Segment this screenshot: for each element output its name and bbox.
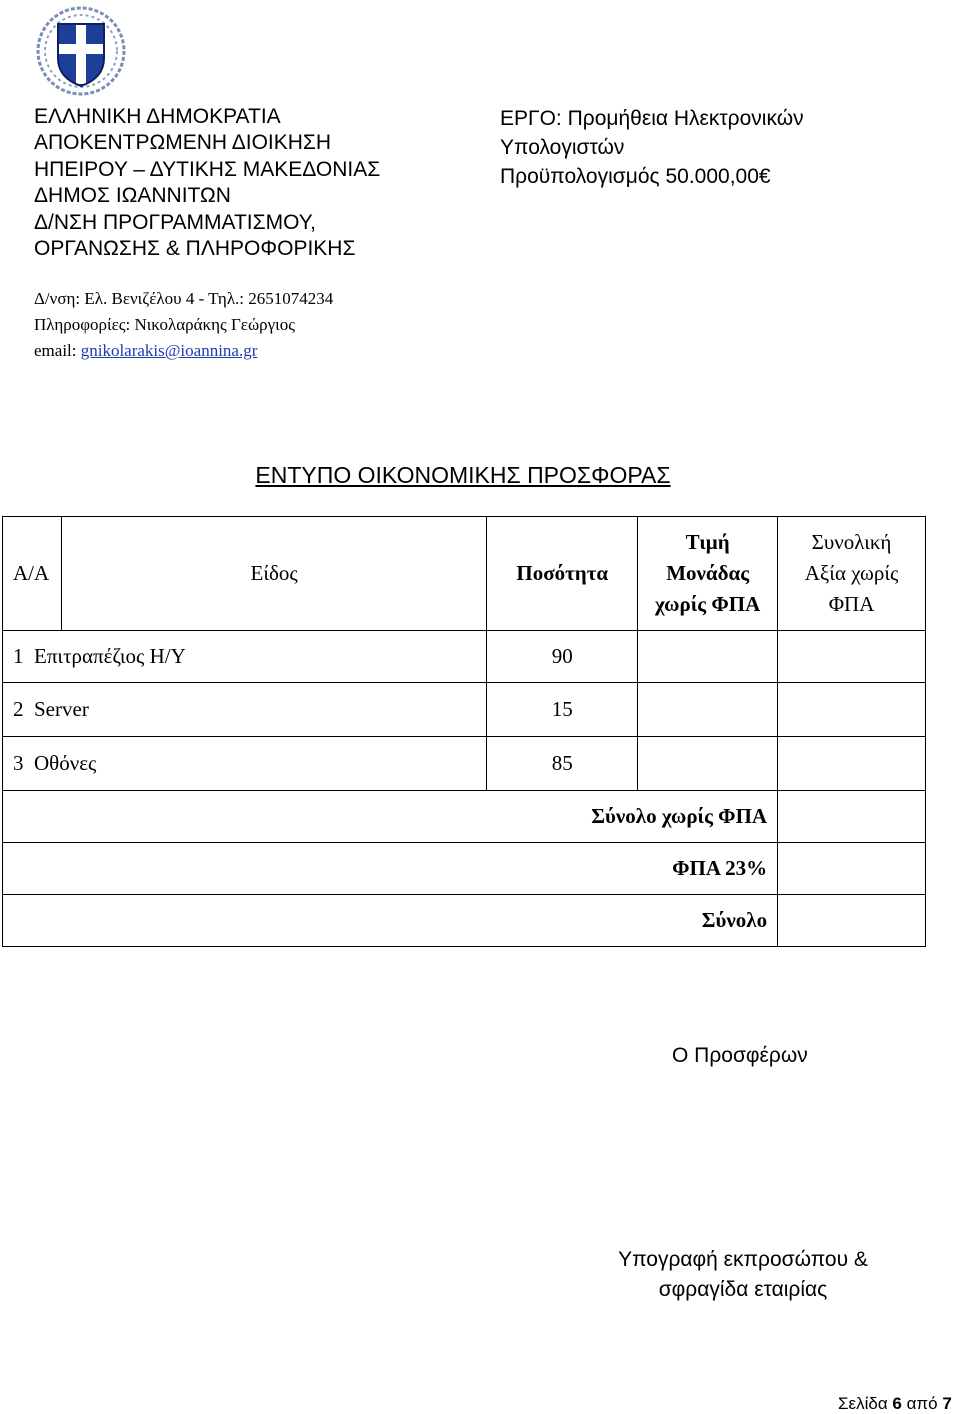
unit-price-line: χωρίς ΦΠΑ <box>655 592 761 616</box>
form-title: ΕΝΤΥΠΟ ΟΙΚΟΝΟΜΙΚΗΣ ΠΡΟΣΦΟΡΑΣ <box>255 462 671 488</box>
col-header-qty: Ποσότητα <box>487 517 638 631</box>
page-footer <box>838 1394 952 1414</box>
subtotal-label: Σύνολο χωρίς ΦΠΑ <box>3 791 778 843</box>
signature-line1: Υπογραφή εκπροσώπου & <box>618 1248 868 1271</box>
total-header-line: Αξία χωρίς <box>804 561 899 585</box>
unit-price-cell[interactable] <box>638 631 778 683</box>
table-header-row <box>3 517 926 631</box>
email-label: email: <box>34 341 81 360</box>
row-number: 3 <box>13 751 24 775</box>
subtotal-row <box>3 791 926 843</box>
contact-block <box>34 286 333 364</box>
offer-table <box>2 516 926 947</box>
address: Δ/νση: Ελ. Βενιζέλου 4 - Τηλ.: 2651074234 <box>34 289 334 308</box>
project-title-line1: ΕΡΓΟ: Προμήθεια Ηλεκτρονικών <box>500 107 804 130</box>
col-header-item: Είδος <box>61 517 486 631</box>
header-line: ΕΛΛΗΝΙΚΗ ΔΗΜΟΚΡΑΤΙΑ <box>34 105 281 128</box>
email-line <box>34 338 333 364</box>
unit-price-cell[interactable] <box>638 737 778 791</box>
item-name: Οθόνες <box>34 751 97 775</box>
project-header <box>500 104 804 191</box>
total-cell[interactable] <box>778 683 926 737</box>
col-header-total <box>778 517 926 631</box>
item-name: Επιτραπέζιος Η/Υ <box>34 644 186 668</box>
page-label: Σελίδα <box>838 1394 888 1413</box>
signature-line2: σφραγίδα εταιρίας <box>658 1278 828 1301</box>
greek-emblem-icon <box>36 6 126 96</box>
qty-cell: 90 <box>487 631 638 683</box>
total-cell[interactable] <box>778 631 926 683</box>
vat-row <box>3 843 926 895</box>
header-line: Δ/ΝΣΗ ΠΡΟΓΡΑΜΜΑΤΙΣΜΟΥ, <box>34 210 316 234</box>
table-row <box>3 683 926 737</box>
col-header-aa: Α/Α <box>3 517 62 631</box>
offeror-label: Ο Προσφέρων <box>672 1044 808 1067</box>
item-cell <box>3 631 487 683</box>
budget: Προϋπολογισμός 50.000,00€ <box>500 165 771 188</box>
total-value-cell[interactable] <box>778 895 926 947</box>
row-number: 1 <box>13 644 24 668</box>
item-cell <box>3 683 487 737</box>
header-line: ΑΠΟΚΕΝΤΡΩΜΕΝΗ ΔΙΟΙΚΗΣΗ <box>34 131 332 155</box>
qty-cell: 85 <box>487 737 638 791</box>
authority-header <box>34 104 380 262</box>
qty-cell: 15 <box>487 683 638 737</box>
vat-value-cell[interactable] <box>778 843 926 895</box>
item-cell <box>3 737 487 791</box>
total-row <box>3 895 926 947</box>
subtotal-value-cell[interactable] <box>778 791 926 843</box>
unit-price-cell[interactable] <box>638 683 778 737</box>
unit-price-line: Τιμή <box>685 530 730 554</box>
table-row <box>3 737 926 791</box>
total-cell[interactable] <box>778 737 926 791</box>
item-name: Server <box>34 697 89 721</box>
header-line: ΗΠΕΙΡΟΥ – ΔΥΤΙΚΗΣ ΜΑΚΕΔΟΝΙΑΣ <box>34 157 381 181</box>
total-header-line: ΦΠΑ <box>828 592 875 616</box>
total-label: Σύνολο <box>3 895 778 947</box>
email-link[interactable]: gnikolarakis@ioannina.gr <box>80 341 258 360</box>
vat-label: ΦΠΑ 23% <box>3 843 778 895</box>
unit-price-line: Μονάδας <box>666 561 750 585</box>
header-line: ΟΡΓΑΝΩΣΗΣ & ΠΛΗΡΟΦΟΡΙΚΗΣ <box>34 237 356 261</box>
of-label: από <box>906 1394 938 1413</box>
col-header-unit-price <box>638 517 778 631</box>
page-total: 7 <box>942 1394 952 1413</box>
header-line: ΔΗΜΟΣ ΙΩΑΝΝΙΤΩΝ <box>34 184 231 208</box>
signature-block <box>618 1245 868 1305</box>
info-contact: Πληροφορίες: Νικολαράκης Γεώργιος <box>34 315 295 334</box>
project-title-line2: Υπολογιστών <box>500 136 625 159</box>
row-number: 2 <box>13 697 24 721</box>
page-number: 6 <box>892 1394 902 1413</box>
table-row <box>3 631 926 683</box>
total-header-line: Συνολική <box>811 530 892 554</box>
